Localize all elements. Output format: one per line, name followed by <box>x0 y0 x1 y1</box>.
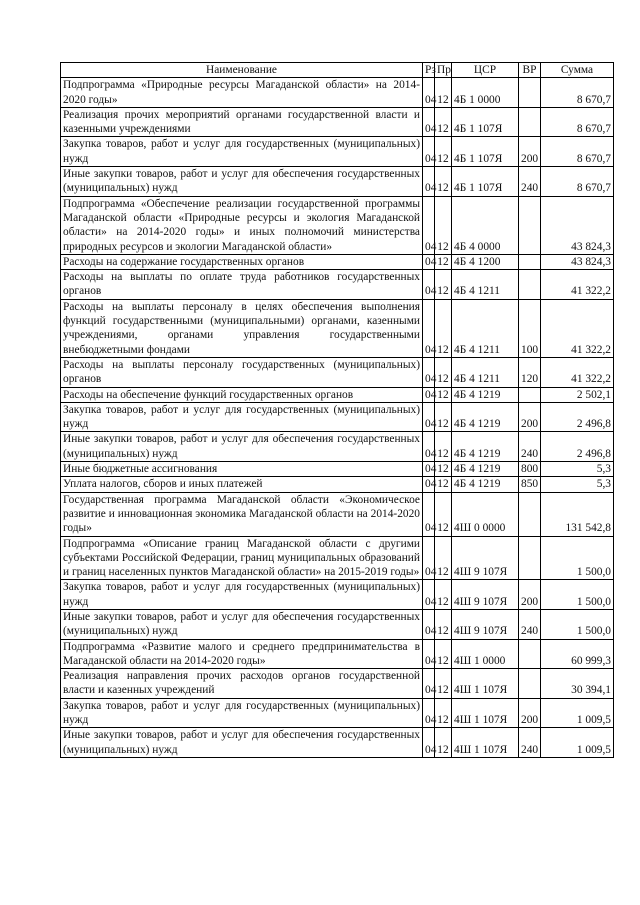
table-row <box>61 196 614 254</box>
row-pr: 12 <box>435 432 452 462</box>
row-pr: 12 <box>435 492 452 536</box>
table-row <box>61 536 614 580</box>
header-sum: Сумма <box>541 63 614 78</box>
row-sum: 131 542,8 <box>541 492 614 536</box>
table-row <box>61 137 614 167</box>
row-name: Подпрограмма «Природные ресурсы Магаданской области» на 2014-2020 годы» <box>61 78 423 108</box>
header-rz: Рз <box>423 63 435 78</box>
row-pr: 12 <box>435 462 452 477</box>
row-vr: 100 <box>519 299 541 357</box>
row-name: Подпрограмма «Описание границ Магаданской области с другими субъектами Российской Федерации, границ муниципальных образований и границ населенных пунктов Магаданской области» на 2015-2019 годы» <box>61 536 423 580</box>
row-vr: 200 <box>519 137 541 167</box>
row-sum: 2 496,8 <box>541 432 614 462</box>
row-sum: 2 502,1 <box>541 387 614 402</box>
row-name: Подпрограмма «Обеспечение реализации государственной программы Магаданской области «Природные ресурсы и экология Магаданской области» на 2014-2020 годы» и иных полномочий министерства природных ресурсов и экологии Магаданской области» <box>61 196 423 254</box>
table-row <box>61 167 614 197</box>
row-rz: 04 <box>423 357 435 387</box>
row-sum: 41 322,2 <box>541 270 614 300</box>
row-csr: 4Б 4 1219 <box>452 402 519 432</box>
row-name: Расходы на выплаты персоналу государственных (муниципальных) органов <box>61 357 423 387</box>
row-name: Расходы на выплаты по оплате труда работников государственных органов <box>61 270 423 300</box>
row-rz: 04 <box>423 196 435 254</box>
row-rz: 04 <box>423 387 435 402</box>
table-row <box>61 669 614 699</box>
row-pr: 12 <box>435 669 452 699</box>
row-csr: 4Ш 1 107Я <box>452 669 519 699</box>
row-sum: 43 824,3 <box>541 196 614 254</box>
row-sum: 2 496,8 <box>541 402 614 432</box>
table-header-row <box>61 63 614 78</box>
header-csr: ЦСР <box>452 63 519 78</box>
row-rz: 04 <box>423 462 435 477</box>
row-sum: 8 670,7 <box>541 78 614 108</box>
row-pr: 12 <box>435 639 452 669</box>
row-rz: 04 <box>423 609 435 639</box>
row-rz: 04 <box>423 492 435 536</box>
row-vr: 850 <box>519 477 541 492</box>
row-pr: 12 <box>435 299 452 357</box>
row-csr: 4Б 1 0000 <box>452 78 519 108</box>
row-rz: 04 <box>423 107 435 137</box>
row-rz: 04 <box>423 432 435 462</box>
row-vr <box>519 78 541 108</box>
row-vr: 200 <box>519 580 541 610</box>
row-vr <box>519 492 541 536</box>
table-row <box>61 462 614 477</box>
row-csr: 4Б 1 107Я <box>452 137 519 167</box>
table-row <box>61 477 614 492</box>
row-pr: 12 <box>435 387 452 402</box>
row-pr: 12 <box>435 78 452 108</box>
row-sum: 43 824,3 <box>541 254 614 269</box>
row-csr: 4Б 4 1211 <box>452 270 519 300</box>
table-row <box>61 728 614 758</box>
row-vr: 200 <box>519 698 541 728</box>
row-pr: 12 <box>435 728 452 758</box>
table-row <box>61 639 614 669</box>
row-sum: 5,3 <box>541 462 614 477</box>
header-vr: ВР <box>519 63 541 78</box>
row-vr <box>519 536 541 580</box>
budget-table <box>60 62 614 758</box>
row-rz: 04 <box>423 639 435 669</box>
row-csr: 4Б 4 1219 <box>452 432 519 462</box>
row-name: Закупка товаров, работ и услуг для государственных (муниципальных) нужд <box>61 580 423 610</box>
row-name: Иные закупки товаров, работ и услуг для обеспечения государственных (муниципальных) нужд <box>61 167 423 197</box>
row-name: Реализация прочих мероприятий органами государственной власти и казенными учреждениями <box>61 107 423 137</box>
row-name: Закупка товаров, работ и услуг для государственных (муниципальных) нужд <box>61 402 423 432</box>
row-sum: 30 394,1 <box>541 669 614 699</box>
row-name: Расходы на содержание государственных органов <box>61 254 423 269</box>
table-row <box>61 432 614 462</box>
row-sum: 41 322,2 <box>541 299 614 357</box>
row-csr: 4Ш 9 107Я <box>452 580 519 610</box>
row-sum: 41 322,2 <box>541 357 614 387</box>
row-rz: 04 <box>423 728 435 758</box>
header-name: Наименование <box>61 63 423 78</box>
table-row <box>61 254 614 269</box>
row-name: Реализация направления прочих расходов органов государственной власти и казенных учреждений <box>61 669 423 699</box>
row-sum: 1 500,0 <box>541 536 614 580</box>
table-row <box>61 492 614 536</box>
row-pr: 12 <box>435 357 452 387</box>
row-name: Государственная программа Магаданской области «Экономическое развитие и инновационная экономика Магаданской области на 2014-2020 годы» <box>61 492 423 536</box>
row-name: Подпрограмма «Развитие малого и среднего предпринимательства в Магаданской области на 2014-2020 годы» <box>61 639 423 669</box>
row-pr: 12 <box>435 402 452 432</box>
row-vr: 200 <box>519 402 541 432</box>
table-row <box>61 609 614 639</box>
row-csr: 4Ш 1 107Я <box>452 698 519 728</box>
row-vr: 240 <box>519 728 541 758</box>
row-name: Иные закупки товаров, работ и услуг для обеспечения государственных (муниципальных) нужд <box>61 609 423 639</box>
row-name: Расходы на выплаты персоналу в целях обеспечения выполнения функций государственными (муниципальными) органами, казенными учреждениями, органами управления государственными внебюджетными фондами <box>61 299 423 357</box>
row-rz: 04 <box>423 270 435 300</box>
table-row <box>61 270 614 300</box>
row-pr: 12 <box>435 536 452 580</box>
table-row <box>61 387 614 402</box>
row-name: Иные закупки товаров, работ и услуг для обеспечения государственных (муниципальных) нужд <box>61 728 423 758</box>
row-csr: 4Б 4 1219 <box>452 477 519 492</box>
table-row <box>61 580 614 610</box>
row-sum: 60 999,3 <box>541 639 614 669</box>
row-csr: 4Ш 9 107Я <box>452 536 519 580</box>
row-csr: 4Б 1 107Я <box>452 167 519 197</box>
row-rz: 04 <box>423 580 435 610</box>
row-rz: 04 <box>423 477 435 492</box>
row-vr <box>519 387 541 402</box>
row-rz: 04 <box>423 78 435 108</box>
table-row <box>61 357 614 387</box>
row-sum: 1 009,5 <box>541 698 614 728</box>
row-csr: 4Ш 1 0000 <box>452 639 519 669</box>
row-name: Иные бюджетные ассигнования <box>61 462 423 477</box>
row-pr: 12 <box>435 196 452 254</box>
row-vr <box>519 639 541 669</box>
row-csr: 4Б 4 1211 <box>452 299 519 357</box>
row-csr: 4Ш 1 107Я <box>452 728 519 758</box>
row-csr: 4Б 4 1219 <box>452 387 519 402</box>
row-pr: 12 <box>435 254 452 269</box>
row-vr <box>519 107 541 137</box>
row-pr: 12 <box>435 477 452 492</box>
row-csr: 4Ш 0 0000 <box>452 492 519 536</box>
row-rz: 04 <box>423 299 435 357</box>
row-csr: 4Б 1 107Я <box>452 107 519 137</box>
row-name: Уплата налогов, сборов и иных платежей <box>61 477 423 492</box>
row-csr: 4Б 4 1211 <box>452 357 519 387</box>
row-vr: 240 <box>519 609 541 639</box>
row-sum: 1 500,0 <box>541 580 614 610</box>
row-rz: 04 <box>423 669 435 699</box>
row-vr: 240 <box>519 432 541 462</box>
table-body <box>61 78 614 758</box>
row-sum: 8 670,7 <box>541 107 614 137</box>
row-pr: 12 <box>435 270 452 300</box>
row-name: Расходы на обеспечение функций государственных органов <box>61 387 423 402</box>
row-pr: 12 <box>435 137 452 167</box>
row-name: Закупка товаров, работ и услуг для государственных (муниципальных) нужд <box>61 137 423 167</box>
row-csr: 4Б 4 1200 <box>452 254 519 269</box>
row-pr: 12 <box>435 609 452 639</box>
row-pr: 12 <box>435 107 452 137</box>
row-rz: 04 <box>423 536 435 580</box>
table-row <box>61 78 614 108</box>
row-name: Иные закупки товаров, работ и услуг для обеспечения государственных (муниципальных) нужд <box>61 432 423 462</box>
row-pr: 12 <box>435 580 452 610</box>
row-vr: 800 <box>519 462 541 477</box>
table-row <box>61 402 614 432</box>
row-vr <box>519 669 541 699</box>
row-vr <box>519 254 541 269</box>
row-vr: 240 <box>519 167 541 197</box>
row-rz: 04 <box>423 254 435 269</box>
row-sum: 8 670,7 <box>541 167 614 197</box>
row-csr: 4Ш 9 107Я <box>452 609 519 639</box>
row-rz: 04 <box>423 167 435 197</box>
row-sum: 8 670,7 <box>541 137 614 167</box>
row-name: Закупка товаров, работ и услуг для государственных (муниципальных) нужд <box>61 698 423 728</box>
row-vr <box>519 196 541 254</box>
table-row <box>61 299 614 357</box>
row-vr <box>519 270 541 300</box>
row-pr: 12 <box>435 698 452 728</box>
row-csr: 4Б 4 0000 <box>452 196 519 254</box>
row-rz: 04 <box>423 698 435 728</box>
row-sum: 1 009,5 <box>541 728 614 758</box>
row-pr: 12 <box>435 167 452 197</box>
table-row <box>61 698 614 728</box>
row-sum: 5,3 <box>541 477 614 492</box>
row-rz: 04 <box>423 402 435 432</box>
row-vr: 120 <box>519 357 541 387</box>
row-sum: 1 500,0 <box>541 609 614 639</box>
row-csr: 4Б 4 1219 <box>452 462 519 477</box>
row-rz: 04 <box>423 137 435 167</box>
header-pr: Пр <box>435 63 452 78</box>
table-row <box>61 107 614 137</box>
